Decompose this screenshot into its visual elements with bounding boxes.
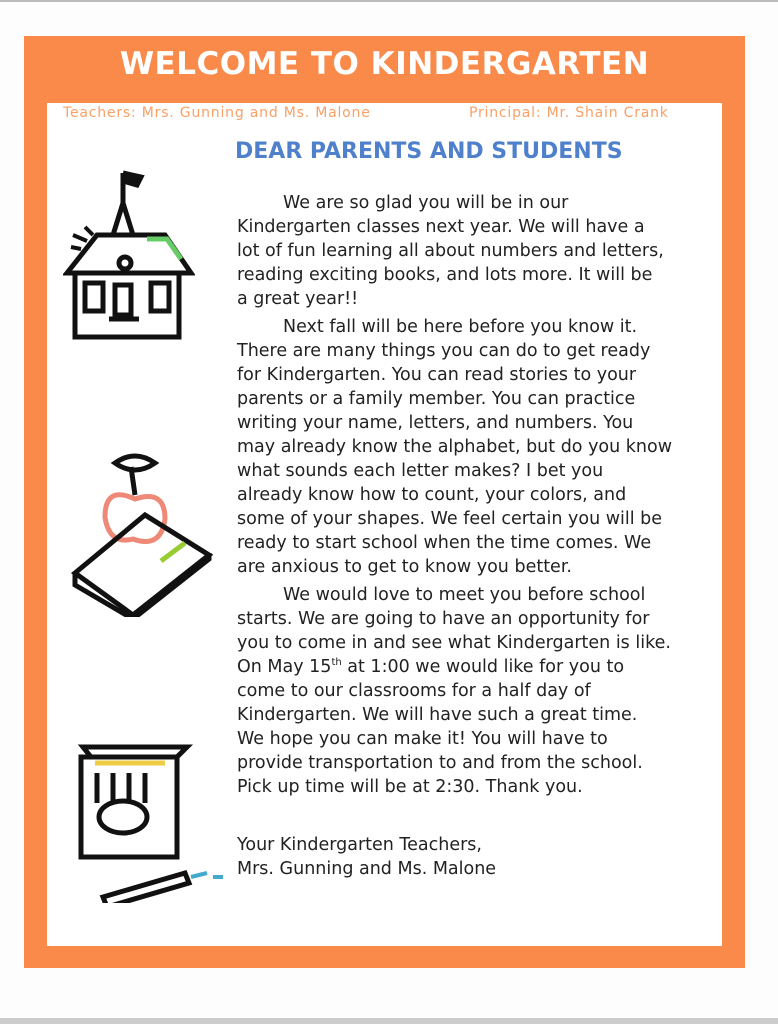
text-line: parents or a family member. You can practice xyxy=(237,389,636,409)
apple-on-book-icon xyxy=(69,449,213,617)
text-line: We are so glad you will be in our xyxy=(283,193,569,213)
superscript: th xyxy=(331,657,342,669)
text-line: what sounds each letter makes? I bet you xyxy=(237,461,604,481)
text: at 1:00 we would like for you to xyxy=(341,657,625,677)
text-line: Next fall will be here before you know it. xyxy=(283,317,638,337)
text-line: you to come in and see what Kindergarten is like. xyxy=(237,633,671,653)
text-line: There are many things you can do to get ready xyxy=(237,341,651,361)
text-line: starts. We are going to have an opportunity for xyxy=(237,609,650,629)
text: On May 15 xyxy=(237,657,332,677)
paragraph-3 xyxy=(237,583,717,799)
text-line: lot of fun learning all about numbers and letters, xyxy=(237,241,664,261)
text-line: We would love to meet you before school xyxy=(283,585,646,605)
text-line: for Kindergarten. You can read stories to your xyxy=(237,365,637,385)
paragraph-2 xyxy=(237,315,717,579)
signature-block xyxy=(237,833,717,881)
letter-heading: DEAR PARENTS AND STUDENTS xyxy=(235,139,623,164)
scan-edge xyxy=(0,0,778,2)
crayon-box-icon xyxy=(73,733,233,903)
text-line: some of your shapes. We feel certain you will be xyxy=(237,509,663,529)
content-area xyxy=(47,103,722,946)
scan-edge xyxy=(0,1018,778,1024)
schoolhouse-icon xyxy=(63,165,195,341)
text-line: come to our classrooms for a half day of xyxy=(237,681,591,701)
text-line: writing your name, letters, and numbers. You xyxy=(237,413,634,433)
teachers-label: Teachers: Mrs. Gunning and Ms. Malone xyxy=(63,105,371,121)
text-line: a great year!! xyxy=(237,289,359,309)
text-line: already know how to count, your colors, and xyxy=(237,485,627,505)
text-line: Kindergarten. We will have such a great time. xyxy=(237,705,638,725)
text-line xyxy=(237,655,717,679)
text-line: provide transportation to and from the school. xyxy=(237,753,643,773)
text-line: are anxious to get to know you better. xyxy=(237,557,572,577)
signature: Mrs. Gunning and Ms. Malone xyxy=(237,859,497,879)
paragraph-1 xyxy=(237,191,717,311)
text-line: may already know the alphabet, but do you know xyxy=(237,437,673,457)
text-line: reading exciting books, and lots more. It will be xyxy=(237,265,653,285)
orange-frame xyxy=(24,36,745,968)
closing: Your Kindergarten Teachers, xyxy=(237,835,482,855)
page-title: WELCOME TO KINDERGARTEN xyxy=(119,46,650,82)
principal-label: Principal: Mr. Shain Crank xyxy=(469,105,669,121)
letter-body xyxy=(237,191,717,881)
text-line: We hope you can make it! You will have to xyxy=(237,729,608,749)
text-line: Kindergarten classes next year. We will have a xyxy=(237,217,645,237)
text-line: Pick up time will be at 2:30. Thank you. xyxy=(237,777,583,797)
text-line: ready to start school when the time comes. We xyxy=(237,533,652,553)
